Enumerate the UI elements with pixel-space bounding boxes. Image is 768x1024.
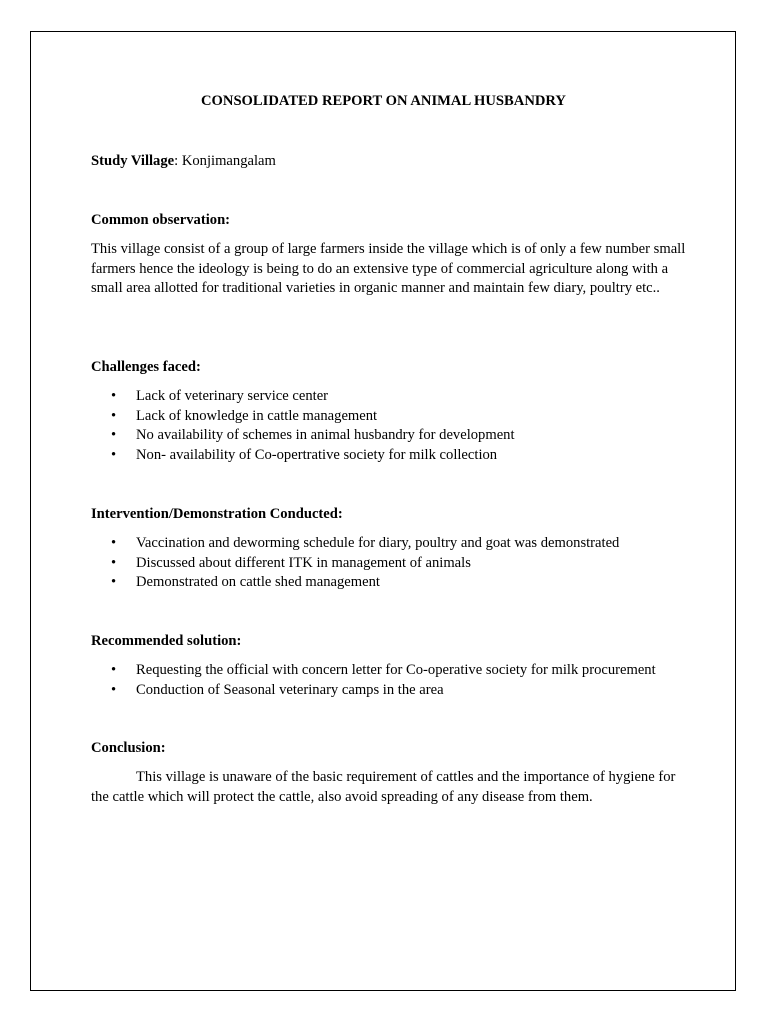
list-item: • Requesting the official with concern letter for Co-operative society for milk procurement — [91, 661, 686, 680]
bullet-icon: • — [111, 535, 117, 552]
common-observation-heading: Common observation: — [91, 212, 231, 228]
recommended-heading: Recommended solution: — [91, 633, 242, 649]
challenges-heading: Challenges faced: — [91, 359, 201, 375]
intervention-list — [91, 534, 686, 592]
recommended-list — [91, 661, 686, 700]
list-item: • Demonstrated on cattle shed management — [91, 573, 686, 592]
challenges-list — [91, 387, 686, 465]
conclusion-heading: Conclusion: — [91, 740, 166, 756]
bullet-icon: • — [111, 446, 117, 463]
common-observation-section — [91, 211, 686, 299]
list-item: • Vaccination and deworming schedule for diary, poultry and goat was demonstrated — [91, 534, 686, 553]
document-title: CONSOLIDATED REPORT ON ANIMAL HUSBANDRY — [201, 93, 566, 109]
bullet-icon: • — [111, 407, 117, 424]
bullet-icon: • — [111, 388, 117, 405]
recommended-section — [91, 632, 686, 700]
conclusion-section — [91, 739, 686, 807]
bullet-icon: • — [111, 662, 117, 679]
study-village-label: Study Village — [91, 153, 175, 169]
list-item: • No availability of schemes in animal husbandry for development — [91, 426, 686, 445]
bullet-icon: • — [111, 681, 117, 698]
challenges-section — [91, 358, 686, 465]
list-item: • Conduction of Seasonal veterinary camps in the area — [91, 681, 686, 700]
study-village-line — [91, 152, 686, 171]
study-village-value: : Konjimangalam — [174, 153, 276, 169]
bullet-icon: • — [111, 554, 117, 571]
list-item: • Non- availability of Co-opertrative society for milk collection — [91, 446, 686, 465]
intervention-section — [91, 505, 686, 593]
list-item: • Lack of veterinary service center — [91, 387, 686, 406]
common-observation-text: This village consist of a group of large farmers inside the village which is of only a few number small farmers hence the ideology is being to do an extensive type of commercial agriculture along with a small area allotted for traditional varieties in organic manner and maintain few diary, poultry etc.. — [91, 241, 686, 297]
list-item: • Discussed about different ITK in management of animals — [91, 554, 686, 573]
conclusion-text: This village is unaware of the basic requirement of cattles and the importance of hygiene for the cattle which will protect the cattle, also avoid spreading of any disease from them. — [91, 769, 676, 805]
bullet-icon: • — [111, 574, 117, 591]
intervention-heading: Intervention/Demonstration Conducted: — [91, 506, 343, 522]
bullet-icon: • — [111, 427, 117, 444]
list-item: • Lack of knowledge in cattle management — [91, 407, 686, 426]
